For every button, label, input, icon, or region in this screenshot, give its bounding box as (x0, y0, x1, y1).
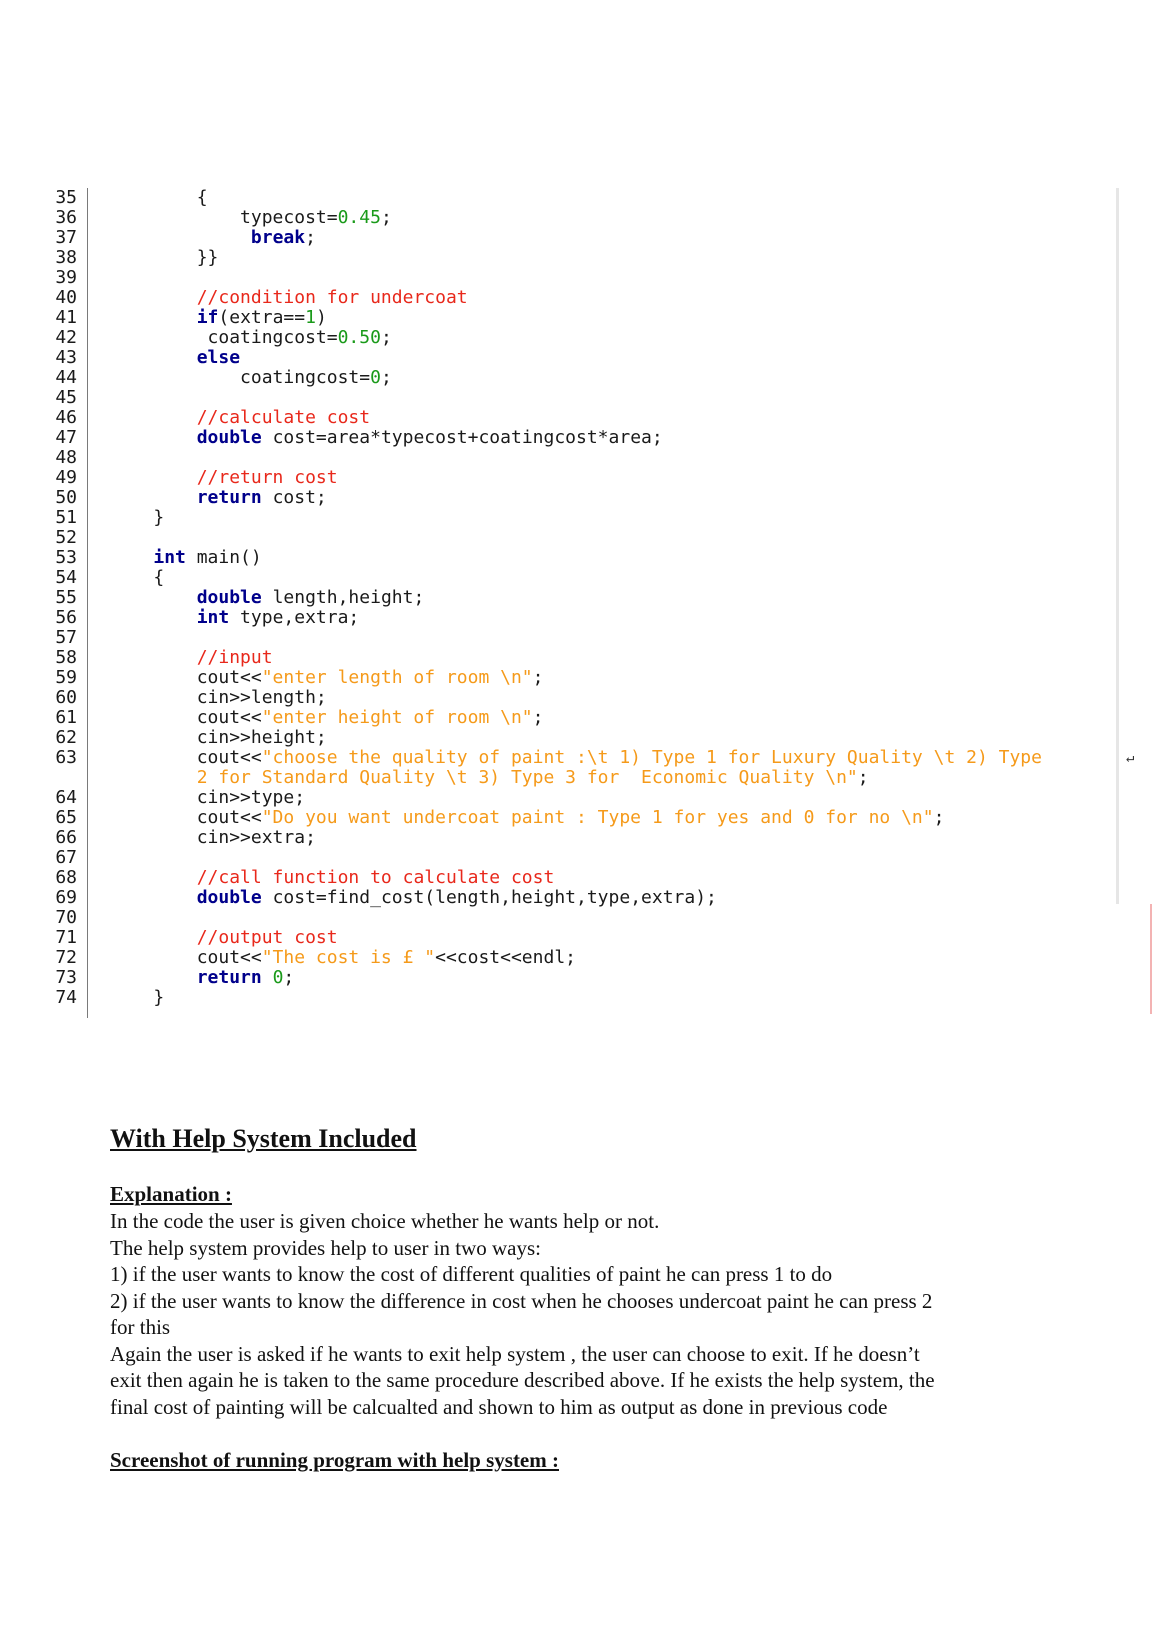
code-line (52, 288, 1120, 308)
code-token: 0.45 (337, 207, 381, 228)
code-line (52, 188, 1120, 208)
code-token: ; (380, 327, 392, 348)
code-line (52, 828, 1120, 848)
code-line (52, 308, 1120, 328)
explanation-label: Explanation : (110, 1182, 232, 1206)
code-token: } (110, 987, 165, 1008)
line-number: 41 (55, 307, 77, 328)
code-token: ; (857, 767, 869, 788)
code-text (110, 248, 218, 268)
code-token: int (153, 547, 186, 568)
code-token: } (110, 507, 165, 528)
paragraph-line: 2) if the user wants to know the difference in cost when he chooses undercoat paint he can press 2 (110, 1288, 933, 1313)
code-token: cout<< (110, 747, 262, 768)
code-line (52, 928, 1120, 948)
line-number: 63 (55, 747, 77, 768)
code-token: ; (532, 667, 544, 688)
code-text (110, 608, 359, 628)
code-token: double (196, 887, 262, 908)
code-line (52, 888, 1120, 908)
code-listing (52, 187, 1135, 1008)
code-token: "enter length of room \n" (261, 667, 533, 688)
code-token (110, 287, 197, 308)
code-token: ; (380, 207, 392, 228)
line-number: 60 (55, 687, 77, 708)
code-text (110, 408, 370, 428)
line-number: 40 (55, 287, 77, 308)
code-token: main() (185, 547, 262, 568)
paragraph-line: final cost of painting will be calcualted and shown to him as output as done in previous code (110, 1394, 888, 1419)
code-token: (extra== (218, 307, 306, 328)
line-number: 43 (55, 347, 77, 368)
line-number: 45 (55, 387, 77, 408)
code-text (110, 668, 544, 688)
code-line (52, 268, 1120, 288)
code-token: cin>>length; (110, 687, 327, 708)
code-text (110, 928, 338, 948)
code-text (110, 808, 944, 828)
code-token: }} (110, 247, 219, 268)
line-number: 64 (55, 787, 77, 808)
code-token (110, 467, 197, 488)
code-text (110, 228, 316, 248)
code-text (110, 308, 327, 328)
line-number: 73 (55, 967, 77, 988)
code-line (52, 728, 1120, 748)
paragraph-line: Again the user is asked if he wants to exit help system , the user can choose to exit. If he doesn’t (110, 1341, 920, 1366)
code-line (52, 747, 1135, 768)
line-number: 71 (55, 927, 77, 948)
code-text (110, 788, 305, 808)
code-line (52, 348, 1120, 368)
code-token: //output cost (196, 927, 338, 948)
line-number: 39 (55, 267, 77, 288)
code-text (110, 328, 392, 348)
code-line (52, 428, 1120, 448)
code-token: ) (315, 307, 327, 328)
code-token: cin>>height; (110, 727, 327, 748)
code-line (52, 228, 1120, 248)
line-number: 56 (55, 607, 77, 628)
code-token (110, 867, 197, 888)
line-number: 42 (55, 327, 77, 348)
code-token: ; (283, 967, 295, 988)
code-token: ; (380, 367, 392, 388)
code-text (110, 648, 273, 668)
explanation-paragraph (110, 1208, 1030, 1420)
paragraph-line: 1) if the user wants to know the cost of different qualities of paint he can press 1 to do (110, 1262, 833, 1286)
code-text (110, 468, 338, 488)
code-token (262, 967, 273, 988)
line-number: 57 (55, 627, 77, 648)
code-line (52, 588, 1120, 608)
code-text (110, 348, 240, 368)
code-text (110, 728, 327, 748)
line-number: 46 (55, 407, 77, 428)
code-token: ; (933, 807, 945, 828)
code-token: //input (196, 647, 273, 668)
code-line (52, 708, 1120, 728)
code-token (110, 347, 197, 368)
code-token (110, 607, 197, 628)
line-number: 54 (55, 567, 77, 588)
code-text (110, 588, 424, 608)
code-text (110, 288, 468, 308)
code-text (110, 548, 262, 568)
code-text (110, 948, 576, 968)
paragraph-line: The help system provides help to user in two ways: (110, 1235, 542, 1260)
code-token: ; (305, 227, 316, 248)
code-token: coatingcost= (110, 367, 371, 388)
line-number: 65 (55, 807, 77, 828)
code-line (52, 968, 1120, 988)
code-token: "choose the quality of paint :\t 1) Type 1 for Luxury Quality \t 2) Type (261, 747, 1042, 768)
code-token: cost=area*typecost+coatingcost*area; (261, 427, 663, 448)
line-number: 51 (55, 507, 77, 528)
code-text (110, 828, 316, 848)
code-token: cout<< (110, 807, 262, 828)
code-text (110, 508, 164, 528)
code-line (52, 468, 1120, 488)
wrap-arrow-icon: ↵ (1126, 750, 1135, 766)
line-number: 53 (55, 547, 77, 568)
code-token: 1 (305, 307, 316, 328)
code-token: cout<< (110, 667, 262, 688)
paragraph-line: exit then again he is taken to the same procedure described above. If he exists the help system, the (110, 1368, 935, 1392)
line-number: 48 (55, 447, 77, 468)
line-number: 52 (55, 527, 77, 548)
line-number: 58 (55, 647, 77, 668)
code-text (110, 968, 294, 988)
code-line (52, 388, 1120, 408)
code-line (52, 608, 1120, 628)
section-heading: With Help System Included (110, 1124, 417, 1153)
paragraph-line: for this (110, 1315, 171, 1339)
code-token: 2 for Standard Quality \t 3) Type 3 for Economic Quality \n" (196, 767, 858, 788)
code-token (110, 967, 197, 988)
line-number: 38 (55, 247, 77, 268)
code-token: //condition for undercoat (196, 287, 468, 308)
code-token: { (110, 187, 208, 208)
code-text (110, 208, 392, 228)
code-line (52, 768, 1120, 788)
code-token: break (250, 227, 306, 248)
code-text (110, 768, 869, 788)
code-text (110, 688, 327, 708)
page-margin-mark (1150, 904, 1152, 1014)
code-token: double (196, 427, 262, 448)
code-line (52, 208, 1120, 228)
code-line (52, 908, 1120, 928)
code-token (110, 767, 197, 788)
line-number: 59 (55, 667, 77, 688)
line-number: 61 (55, 707, 77, 728)
line-number: 70 (55, 907, 77, 928)
code-token (110, 487, 197, 508)
code-token: cin>>type; (110, 787, 306, 808)
paragraph-line: In the code the user is given choice whether he wants help or not. (110, 1209, 660, 1233)
code-token (110, 547, 153, 568)
screenshot-label: Screenshot of running program with help system : (110, 1448, 559, 1472)
code-token (110, 307, 197, 328)
line-number: 62 (55, 727, 77, 748)
code-text (110, 868, 554, 888)
code-line (52, 988, 1120, 1008)
code-line (52, 408, 1120, 428)
code-token: type,extra; (229, 607, 360, 628)
code-token: 0 (370, 367, 381, 388)
code-line (52, 448, 1120, 468)
code-token: return (196, 487, 262, 508)
line-number: 37 (55, 227, 77, 248)
code-line (52, 648, 1120, 668)
code-line (52, 848, 1120, 868)
code-token: "The cost is £ " (261, 947, 436, 968)
line-number: 50 (55, 487, 77, 508)
code-text (110, 568, 164, 588)
code-token: //calculate cost (196, 407, 371, 428)
code-token: else (196, 347, 241, 368)
code-token: //return cost (196, 467, 338, 488)
code-line (52, 328, 1120, 348)
code-token: { (110, 567, 165, 588)
code-line (52, 528, 1120, 548)
code-token: typecost= (110, 207, 338, 228)
code-text (110, 428, 663, 448)
code-token: ; (532, 707, 544, 728)
line-number: 72 (55, 947, 77, 968)
code-line (52, 508, 1120, 528)
code-token (110, 427, 197, 448)
code-token: "Do you want undercoat paint : Type 1 for yes and 0 for no \n" (261, 807, 934, 828)
code-token: length,height; (261, 587, 425, 608)
line-number: 35 (55, 187, 77, 208)
line-number: 67 (55, 847, 77, 868)
code-token (110, 647, 197, 668)
code-token (110, 887, 197, 908)
code-text (110, 488, 327, 508)
code-line (52, 488, 1120, 508)
line-number: 44 (55, 367, 77, 388)
code-line (52, 808, 1120, 828)
code-token: coatingcost= (110, 327, 338, 348)
code-line (52, 668, 1120, 688)
code-line (52, 688, 1120, 708)
line-number: 66 (55, 827, 77, 848)
code-token (110, 587, 197, 608)
code-line (52, 628, 1120, 648)
line-number: 36 (55, 207, 77, 228)
line-number: 74 (55, 987, 77, 1008)
code-line (52, 948, 1120, 968)
code-token: return (196, 967, 262, 988)
line-number: 69 (55, 887, 77, 908)
code-token: cost=find_cost(length,height,type,extra); (261, 887, 717, 908)
line-number: 68 (55, 867, 77, 888)
code-text (110, 708, 544, 728)
line-number: 49 (55, 467, 77, 488)
code-token: <<cost<<endl; (435, 947, 576, 968)
code-line (52, 548, 1120, 568)
code-token: cout<< (110, 947, 262, 968)
code-text (110, 368, 392, 388)
line-number: 47 (55, 427, 77, 448)
code-token: cost; (261, 487, 327, 508)
code-text (110, 748, 1042, 768)
code-token (110, 927, 197, 948)
code-token: cin>>extra; (110, 827, 316, 848)
code-text (110, 888, 717, 908)
code-line (52, 868, 1120, 888)
code-token: 0 (272, 967, 284, 988)
code-token: //call function to calculate cost (196, 867, 555, 888)
code-line (52, 368, 1120, 388)
code-token: double (196, 587, 262, 608)
code-line (52, 788, 1120, 808)
code-token (110, 227, 251, 248)
code-line (52, 568, 1120, 588)
code-token: int (196, 607, 230, 628)
code-token: 0.50 (337, 327, 381, 348)
code-text (110, 188, 208, 208)
code-text (110, 988, 164, 1008)
code-token: if (196, 307, 219, 328)
code-token: "enter height of room \n" (261, 707, 533, 728)
line-number: 55 (55, 587, 77, 608)
code-token (110, 407, 197, 428)
code-line (52, 248, 1120, 268)
code-token: cout<< (110, 707, 262, 728)
